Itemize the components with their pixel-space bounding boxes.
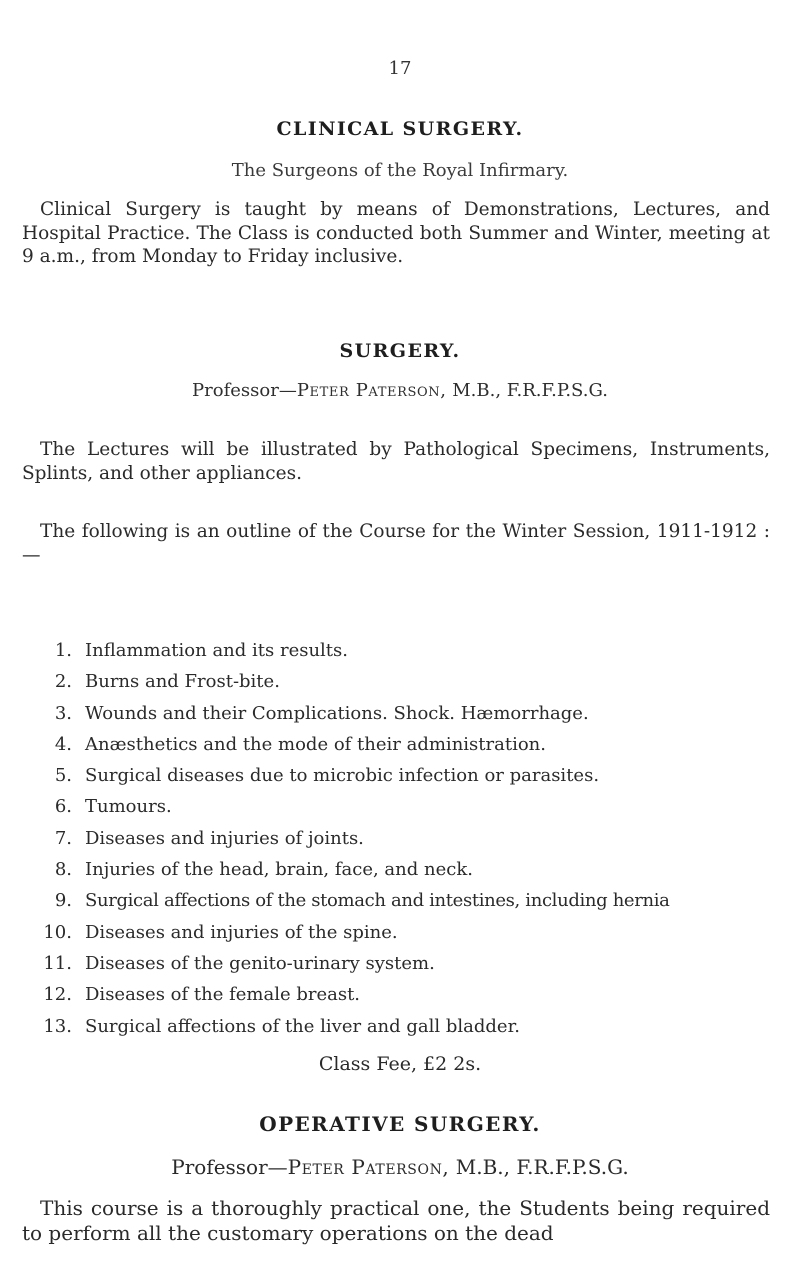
operative-surgery-heading: OPERATIVE SURGERY.: [259, 1112, 541, 1136]
list-item: [0, 791, 800, 822]
list-item-number: 5.: [54, 765, 72, 787]
list-item: [0, 917, 800, 948]
operative-professor-degrees: M.B., F.R.F.P.S.G.: [449, 1155, 629, 1179]
operative-professor-name: Peter Paterson,: [287, 1155, 450, 1179]
surgery-paragraph-outline-intro: The following is an outline of the Course for the Winter Session, 1911-1912 :—: [22, 521, 770, 566]
list-item: [0, 854, 800, 885]
list-item: [0, 885, 800, 916]
list-item-text: Wounds and their Complications. Shock. Hæmorrhage.: [85, 702, 589, 724]
list-item-number: 4.: [54, 733, 72, 755]
list-item: [0, 948, 800, 979]
surgery-course-outline: [0, 635, 800, 1042]
surgery-professor-prefix: Professor—: [192, 380, 297, 401]
list-item: [0, 729, 800, 760]
list-item-text: Diseases of the female breast.: [85, 984, 361, 1006]
surgery-heading: SURGERY.: [339, 340, 461, 362]
list-item-text: Injuries of the head, brain, face, and neck.: [85, 859, 473, 881]
list-item-number: 2.: [54, 671, 72, 693]
operative-professor-prefix: Professor—: [171, 1155, 288, 1179]
list-item-text: Diseases and injuries of the spine.: [85, 921, 398, 943]
page-number: 17: [388, 58, 412, 79]
list-item-number: 9.: [54, 890, 72, 912]
list-item-text: Inflammation and its results.: [85, 640, 349, 661]
list-item-number: 10.: [43, 921, 72, 943]
list-item: [0, 698, 800, 729]
list-item: [0, 635, 800, 666]
list-item-number: 3.: [54, 702, 72, 724]
list-item-text: Burns and Frost-bite.: [85, 671, 280, 693]
list-item-number: 1.: [54, 640, 72, 661]
surgery-professor-line: [0, 380, 800, 401]
list-item-text: Diseases of the genito-urinary system.: [85, 952, 435, 974]
list-item-text: Anæsthetics and the mode of their administration.: [85, 733, 546, 755]
list-item: [0, 666, 800, 697]
list-item: [0, 823, 800, 854]
list-item-text: Tumours.: [85, 796, 172, 818]
list-item-text: Diseases and injuries of joints.: [85, 827, 364, 849]
clinical-surgery-paragraph: Clinical Surgery is taught by means of Demonstrations, Lectures, and Hospital Practice. The Class is conducted both Summer and Winter, meeting at 9 a.m., from Monday to Friday inclusive.: [22, 199, 770, 267]
clinical-surgery-subheading: The Surgeons of the Royal Infirmary.: [231, 160, 569, 181]
list-item-number: 6.: [54, 796, 72, 818]
list-item-number: 11.: [43, 952, 72, 974]
list-item-number: 12.: [43, 984, 72, 1006]
list-item-number: 8.: [54, 859, 72, 881]
clinical-surgery-heading: CLINICAL SURGERY.: [276, 118, 524, 140]
list-item: [0, 760, 800, 791]
list-item: [0, 979, 800, 1010]
list-item-number: 13.: [43, 1015, 72, 1037]
operative-surgery-paragraph: This course is a thoroughly practical one, the Students being required to perform all the customary operations on the dead: [22, 1196, 770, 1245]
list-item-text: Surgical affections of the liver and gall bladder.: [85, 1015, 520, 1037]
surgery-class-fee: Class Fee, £2 2s.: [318, 1053, 482, 1075]
surgery-professor-degrees: M.B., F.R.F.P.S.G.: [446, 380, 608, 401]
list-item-number: 7.: [54, 827, 72, 849]
surgery-paragraph-lectures: The Lectures will be illustrated by Pathological Specimens, Instruments, Splints, and other appliances.: [22, 439, 770, 484]
list-item-text: Surgical diseases due to microbic infection or parasites.: [85, 765, 600, 787]
list-item-text: Surgical affections of the stomach and intestines, including hernia: [85, 890, 670, 912]
surgery-professor-name: Peter Paterson,: [296, 380, 447, 401]
list-item: [0, 1011, 800, 1042]
operative-professor-line: [0, 1155, 800, 1179]
